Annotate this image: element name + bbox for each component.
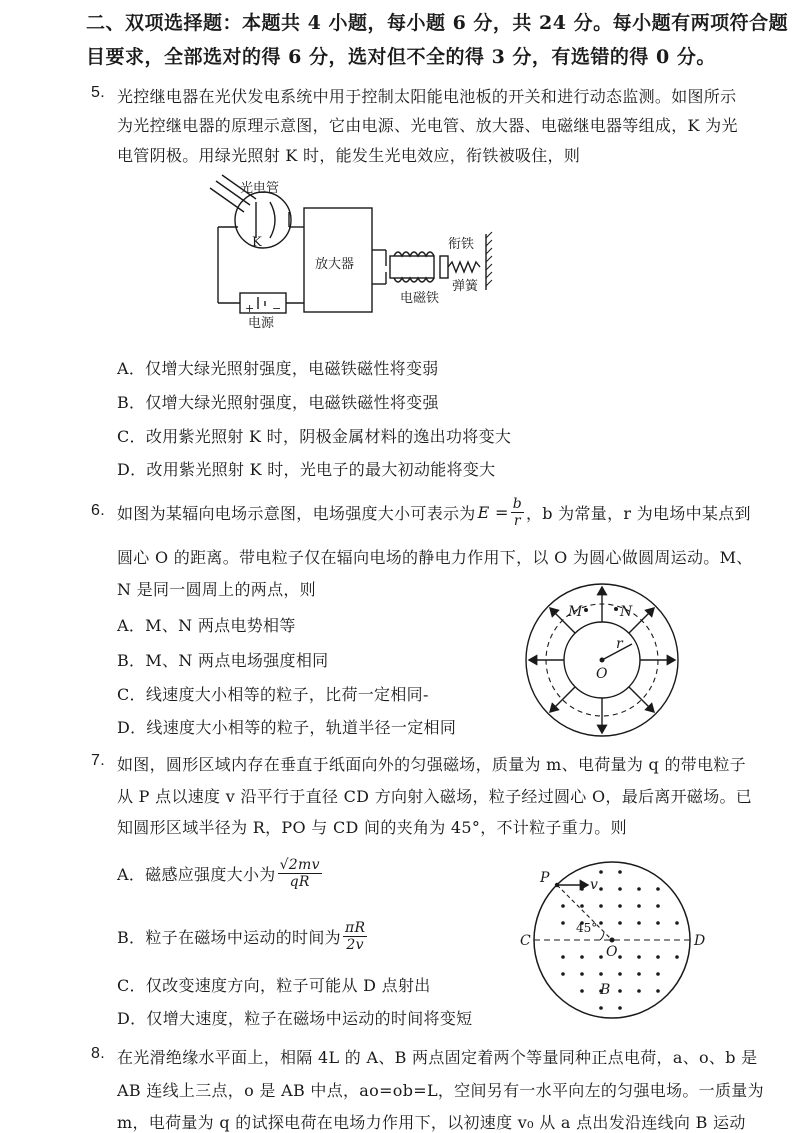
field-dot [580, 989, 584, 993]
label-o: O [596, 666, 608, 682]
q7-option-a-numerator: √2mv [279, 856, 320, 873]
q7-option-a-text: A．磁感应强度大小为 [117, 864, 276, 884]
q6-formula-fraction [511, 496, 524, 529]
q7-option-b-text: B．粒子在磁场中运动的时间为 [117, 927, 341, 947]
field-dot [637, 989, 641, 993]
field-dot [656, 921, 660, 925]
q6-stem-line1-b: ，b 为常量，r 为电场中某点到 [525, 503, 751, 523]
field-dot [618, 870, 622, 874]
q6-formula-numerator: b [512, 495, 522, 512]
label-amplifier: 放大器 [315, 257, 355, 272]
field-dot [637, 921, 641, 925]
q5-stem-line2: 为光控继电器的原理示意图，它由电源、光电管、放大器、电磁继电器等组成，K 为光 [117, 116, 738, 135]
label-v: v [590, 877, 598, 893]
field-dot [580, 955, 584, 959]
label-b: B [600, 982, 611, 998]
q6-stem-line2: 圆心 O 的距离。带电粒子仅在辐向电场的静电力作用下，以 O 为圆心做圆周运动。M、 [117, 548, 753, 567]
section-header-line1: 二、双项选择题：本题共 4 小题，每小题 6 分，共 24 分。每小题有两项符合题 [86, 12, 789, 34]
q6-option-b: B．M、N 两点电场强度相同 [117, 651, 329, 670]
label-photocell: 光电管 [240, 181, 280, 196]
field-dot [656, 887, 660, 891]
field-dot [618, 989, 622, 993]
q6-radial-field-diagram [520, 582, 710, 742]
field-dot [599, 1006, 603, 1010]
q7-option-b-numerator: πR [344, 919, 366, 936]
field-dot [599, 955, 603, 959]
q8-stem-line3: m，电荷量为 q 的试探电荷在电场力作用下，以初速度 v₀ 从 a 点出发沿连线向 B 运动 [117, 1113, 746, 1132]
field-dot [656, 904, 660, 908]
field-dot [561, 904, 565, 908]
field-dot [580, 972, 584, 976]
q7-option-d: D．仅增大速度，粒子在磁场中运动的时间将变短 [117, 1009, 473, 1028]
label-o: O [606, 944, 618, 960]
q7-option-a-fraction [278, 857, 322, 890]
q7-stem-line1: 如图，圆形区域内存在垂直于纸面向外的匀强磁场，质量为 m、电荷量为 q 的带电粒子 [117, 755, 746, 774]
field-dot [561, 972, 565, 976]
q6-number: 6. [91, 502, 105, 519]
field-dot [599, 921, 603, 925]
q6-option-d: D．线速度大小相等的粒子，轨道半径一定相同 [117, 718, 457, 737]
q5-number: 5. [91, 84, 105, 101]
field-dot [599, 870, 603, 874]
q5-stem-line1: 光控继电器在光伏发电系统中用于控制太阳能电池板的开关和进行动态监测。如图所示 [117, 87, 737, 106]
label-d: D [694, 933, 706, 949]
q8-stem-line2: AB 连线上三点，o 是 AB 中点，ao=ob=L，空间另有一水平向左的匀强电场。一质量为 [117, 1081, 764, 1100]
q7-option-b-denominator: 2v [346, 936, 364, 953]
q7-option-b-fraction [343, 920, 367, 953]
field-dot [618, 887, 622, 891]
q6-option-c: C．线速度大小相等的粒子，比荷一定相同- [117, 685, 429, 704]
field-dot [618, 1006, 622, 1010]
field-dot [656, 972, 660, 976]
q7-number: 7. [91, 752, 105, 769]
q6-stem-line1-a: 如图为某辐向电场示意图，电场强度大小可表示为 [117, 503, 476, 523]
field-dot [675, 921, 679, 925]
field-dot [599, 887, 603, 891]
q5-option-d: D．改用紫光照射 K 时，光电子的最大初动能将变大 [117, 460, 496, 479]
field-dot [561, 921, 565, 925]
field-dot [637, 904, 641, 908]
label-angle: 45° [576, 921, 598, 935]
q7-option-b [117, 915, 369, 957]
q7-option-c: C．仅改变速度方向，粒子可能从 D 点射出 [117, 976, 431, 995]
field-dot [675, 955, 679, 959]
label-r: r [616, 636, 623, 652]
field-dot [656, 955, 660, 959]
field-dot [637, 972, 641, 976]
q7-stem-line3: 知圆形区域半径为 R，PO 与 CD 间的夹角为 45°，不计粒子重力。则 [117, 818, 627, 837]
q7-option-a [117, 852, 324, 894]
label-armature: 衔铁 [448, 237, 475, 252]
label-minus: − [272, 302, 282, 315]
field-dot [618, 921, 622, 925]
q5-option-c: C．改用紫光照射 K 时，阴极金属材料的逸出功将变大 [117, 427, 512, 446]
field-dot [599, 972, 603, 976]
label-power-source: 电源 [248, 316, 275, 331]
field-dot [618, 972, 622, 976]
section-header-line2: 目要求，全部选对的得 6 分，选对但不全的得 3 分，有选错的得 0 分。 [86, 46, 716, 68]
label-n: N [620, 604, 633, 620]
q5-stem-line3: 电管阴极。用绿光照射 K 时，能发生光电效应，衔铁被吸住，则 [117, 146, 581, 165]
field-dot [599, 904, 603, 908]
q6-option-a: A．M、N 两点电势相等 [117, 616, 296, 635]
field-dot [561, 955, 565, 959]
q5-relay-circuit-diagram [200, 172, 520, 337]
q6-formula-lhs: E = [477, 502, 509, 522]
field-dot [580, 887, 584, 891]
label-electromagnet: 电磁铁 [400, 291, 440, 306]
field-dot [618, 955, 622, 959]
field-dot [656, 989, 660, 993]
label-p: P [540, 870, 550, 886]
q5-option-b: B．仅增大绿光照射强度，电磁铁磁性将变强 [117, 393, 439, 412]
label-spring: 弹簧 [452, 279, 479, 294]
q7-magnetic-field-diagram [520, 852, 710, 1030]
q6-formula-denominator: r [513, 512, 521, 529]
label-cathode-k: K [252, 235, 262, 250]
q6-stem-line1 [117, 496, 751, 528]
label-m: M [568, 604, 583, 620]
q7-option-a-denominator: qR [289, 873, 310, 890]
q6-stem-line3: N 是同一圆周上的两点，则 [117, 580, 316, 599]
q5-option-a: A．仅增大绿光照射强度，电磁铁磁性将变弱 [117, 359, 439, 378]
q8-stem-line1: 在光滑绝缘水平面上，相隔 4L 的 A、B 两点固定着两个等量同种正点电荷，a、o、b 是 [117, 1048, 758, 1067]
field-dot [618, 904, 622, 908]
label-plus: + [245, 302, 255, 315]
field-dot [637, 887, 641, 891]
q7-stem-line2: 从 P 点以速度 v 沿平行于直径 CD 方向射入磁场，粒子经过圆心 O，最后离开磁场。已 [117, 787, 753, 806]
field-dot [637, 955, 641, 959]
field-dot [580, 904, 584, 908]
q8-number: 8. [91, 1045, 105, 1062]
label-c: C [520, 933, 531, 949]
